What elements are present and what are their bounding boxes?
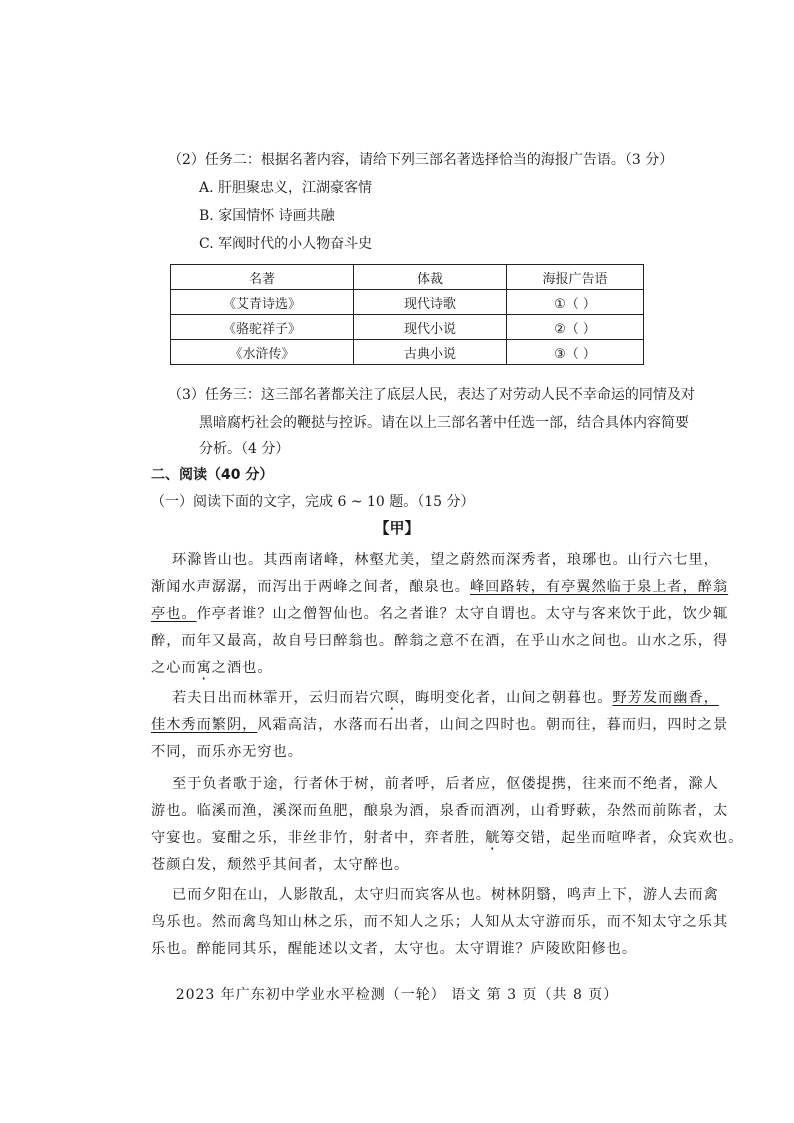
passage-line: 不同，而乐亦无穷也。 xyxy=(151,744,303,760)
table-cell: ①（ ） xyxy=(507,290,644,315)
table-row xyxy=(171,290,644,315)
passage-line: 已而夕阳在山，人影散乱，太守归而宾客从也。树林阴翳，鸣声上下，游人去而禽 xyxy=(172,887,719,903)
task2-option-a: A. 肝胆聚忠义，江湖豪客情 xyxy=(199,180,373,196)
table-header-title: 名著 xyxy=(171,265,354,290)
passage-text: 作亭者谁？山之僧智仙也。名之者谁？太守自谓也。太守与客来饮于此，饮少辄 xyxy=(196,606,729,622)
passage-line xyxy=(151,577,728,597)
poster-table xyxy=(170,264,644,365)
section-subtitle: （一）阅读下面的文字，完成 6 ~ 10 题。（15 分） xyxy=(151,494,475,510)
underlined-sentence: 峰回路转，有亭翼然临于泉上者，醉翁 xyxy=(469,579,729,595)
passage-line: 乐也。醉能同其乐，醒能述以文者，太守也。太守谓谁？庐陵欧阳修也。 xyxy=(151,941,638,957)
table-cell: ②（ ） xyxy=(507,315,644,340)
passage-line xyxy=(151,604,728,624)
table-row xyxy=(171,315,644,340)
table-cell: 现代诗歌 xyxy=(354,290,507,315)
task2-option-c: C. 军阀时代的小人物奋斗史 xyxy=(199,236,373,252)
passage-text: 风霜高洁，水落而石出者，山间之四时也。朝而往，暮而归，四时之景 xyxy=(257,717,729,733)
task3-line-1: （3）任务三：这三部名著都关注了底层人民，表达了对劳动人民不幸命运的同情及对 xyxy=(168,387,695,403)
passage-line: 游也。临溪而渔，溪深而鱼肥，酿泉为酒，泉香而酒冽，山肴野蔌，杂然而前陈者，太 xyxy=(151,803,729,819)
passage-line xyxy=(172,688,719,708)
passage-text: ，晦明变化者，山间之朝暮也。 xyxy=(399,690,613,706)
passage-line: 环滁皆山也。其西南诸峰，林壑尤美，望之蔚然而深秀者，琅琊也。山行六七里， xyxy=(172,552,719,568)
passage-line xyxy=(151,828,743,848)
table-header-slogan: 海报广告语 xyxy=(507,265,644,290)
task2-option-b: B. 家国情怀 诗画共融 xyxy=(199,208,335,224)
passage-line: 醉，而年又最高，故自号曰醉翁也。醉翁之意不在酒，在乎山水之间也。山水之乐，得 xyxy=(151,633,729,649)
table-cell: 《骆驼祥子》 xyxy=(171,315,354,340)
table-header-row xyxy=(171,265,644,290)
passage-text: 筹交错，起坐而喧哗者，众宾欢也。 xyxy=(500,830,744,846)
passage-line xyxy=(151,658,273,678)
passage-text: 之酒也。 xyxy=(211,660,273,676)
passage-text: 守宴也。宴酣之乐，非丝非竹，射者中，弈者胜， xyxy=(151,830,486,846)
dotted-character: 暝 xyxy=(384,690,400,706)
passage-title: 【甲】 xyxy=(374,519,420,537)
passage-line: 至于负者歌于途，行者休于树，前者呼，后者应，伛偻提携，往来而不绝者，滁人 xyxy=(172,776,719,792)
task2-stem: （2）任务二：根据名著内容，请给下列三部名著选择恰当的海报广告语。（3 分） xyxy=(168,152,674,168)
passage-text: 若夫日出而林霏开，云归而岩穴 xyxy=(172,690,385,706)
table-header-genre: 体裁 xyxy=(354,265,507,290)
task3-line-3: 分析。（4 分） xyxy=(199,441,290,457)
passage-line xyxy=(151,715,728,735)
table-cell: 《水浒传》 xyxy=(171,340,354,365)
section-title: 二、阅读（40 分） xyxy=(151,467,274,483)
task3-line-2: 黑暗腐朽社会的鞭挞与控诉。请在以上三部名著中任选一部，结合具体内容简要 xyxy=(199,415,689,431)
dotted-character: 寓 xyxy=(196,660,212,676)
passage-text: 之心而 xyxy=(151,660,197,676)
passage-line: 鸟乐也。然而禽鸟知山林之乐，而不知人之乐；人知从太守游而乐，而不知太守之乐其 xyxy=(151,914,729,930)
dotted-character: 觥 xyxy=(485,830,501,846)
page-footer: 2023 年广东初中学业水平检测（一轮） 语文 第 3 页（共 8 页） xyxy=(175,987,619,1003)
table-cell: 《艾青诗选》 xyxy=(171,290,354,315)
passage-text: 渐闻水声潺潺，而泻出于两峰之间者，酿泉也。 xyxy=(151,579,470,595)
underlined-sentence: 亭也。 xyxy=(151,606,197,622)
table-cell: 古典小说 xyxy=(354,340,507,365)
table-row xyxy=(171,340,644,365)
passage-line: 苍颜白发，颓然乎其间者，太守醉也。 xyxy=(151,857,410,873)
underlined-sentence: 野芳发而幽香， xyxy=(612,690,719,706)
table-cell: ③（ ） xyxy=(507,340,644,365)
underlined-sentence: 佳木秀而繁阴， xyxy=(151,717,258,733)
table-cell: 现代小说 xyxy=(354,315,507,340)
